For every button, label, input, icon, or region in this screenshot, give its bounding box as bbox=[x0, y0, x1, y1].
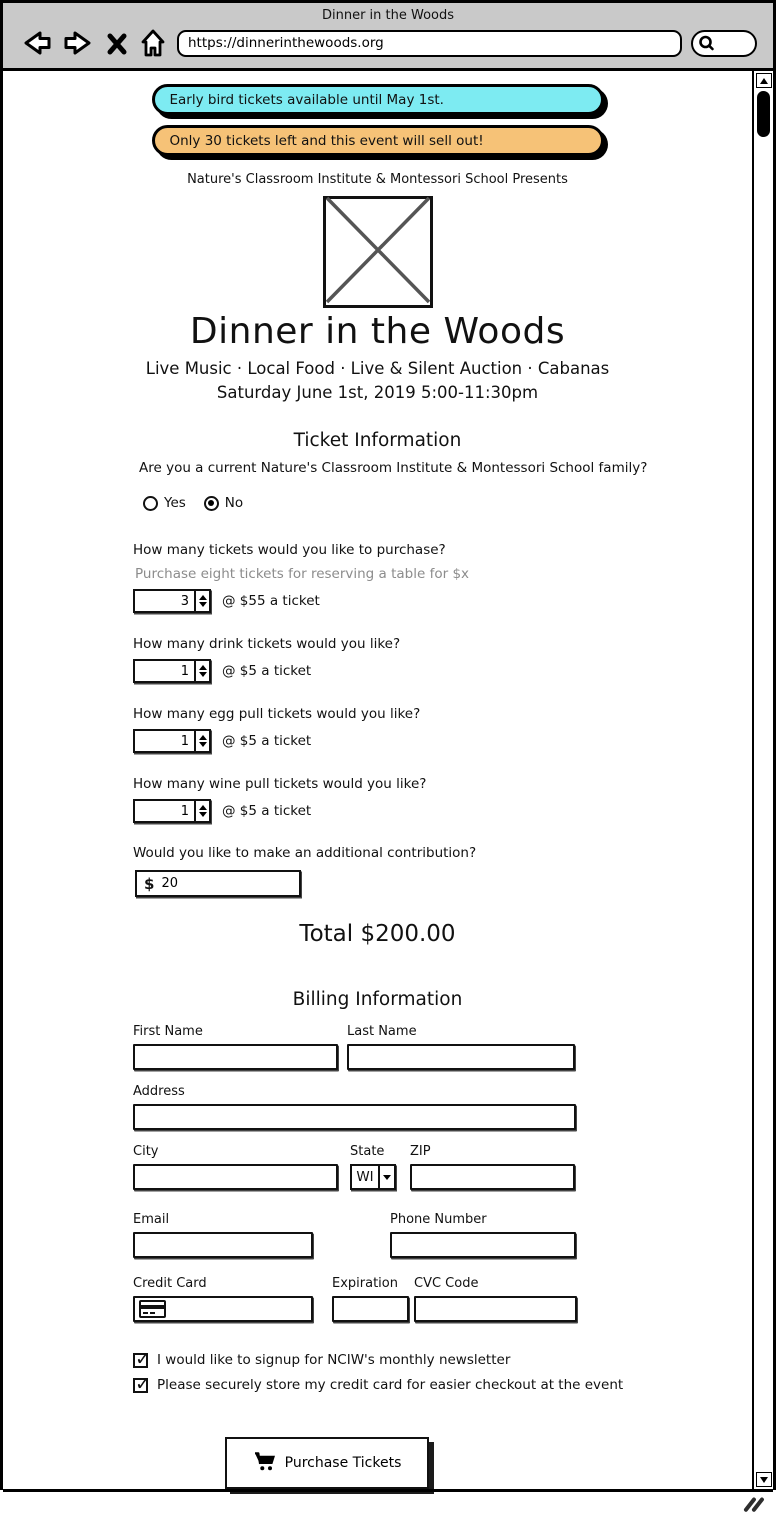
browser-toolbar bbox=[13, 27, 763, 59]
tickets-left-alert-banner bbox=[152, 125, 604, 156]
drink-qty-input[interactable] bbox=[135, 661, 194, 681]
cvc-field[interactable] bbox=[414, 1296, 577, 1322]
first-name-label: First Name bbox=[133, 1024, 203, 1039]
browser-chrome bbox=[3, 3, 773, 68]
scrollbar-thumb[interactable] bbox=[757, 91, 770, 137]
credit-card-icon bbox=[139, 1300, 166, 1318]
first-name-field[interactable] bbox=[133, 1044, 338, 1070]
stepper-up-icon[interactable] bbox=[199, 805, 207, 810]
stepper-up-icon[interactable] bbox=[199, 735, 207, 740]
stop-x-icon bbox=[105, 28, 129, 58]
scroll-up-icon bbox=[760, 78, 768, 84]
tickets-rate: @ $55 a ticket bbox=[222, 593, 320, 609]
egg-pull-question: How many egg pull tickets would you like? bbox=[133, 706, 421, 722]
stepper-down-icon[interactable] bbox=[199, 672, 207, 677]
forward-button[interactable] bbox=[62, 27, 96, 59]
state-select[interactable] bbox=[350, 1164, 396, 1190]
image-placeholder-x-icon bbox=[326, 197, 430, 307]
search-button[interactable] bbox=[691, 30, 757, 57]
stepper-down-icon[interactable] bbox=[199, 742, 207, 747]
tickets-qty-stepper-buttons[interactable] bbox=[194, 591, 209, 611]
tickets-question: How many tickets would you like to purchase? bbox=[133, 542, 446, 558]
wine-qty-stepper[interactable] bbox=[133, 799, 211, 823]
last-name-label: Last Name bbox=[347, 1024, 417, 1039]
state-label: State bbox=[350, 1144, 385, 1159]
wine-pull-question: How many wine pull tickets would you like? bbox=[133, 776, 427, 792]
family-question: Are you a current Nature's Classroom Institute & Montessori School family? bbox=[139, 460, 648, 476]
home-button[interactable] bbox=[138, 27, 168, 59]
phone-field[interactable] bbox=[390, 1232, 576, 1258]
radio-yes-icon[interactable] bbox=[143, 496, 158, 511]
early-bird-alert-text: Early bird tickets available until May 1st. bbox=[169, 91, 444, 108]
scroll-up-button[interactable] bbox=[756, 73, 772, 88]
phone-label: Phone Number bbox=[390, 1212, 487, 1227]
drink-tickets-question: How many drink tickets would you like? bbox=[133, 636, 401, 652]
radio-yes-label: Yes bbox=[164, 495, 186, 511]
chevron-down-icon[interactable] bbox=[378, 1166, 394, 1188]
egg-qty-input[interactable] bbox=[135, 731, 194, 751]
stepper-down-icon[interactable] bbox=[199, 812, 207, 817]
drink-qty-stepper[interactable] bbox=[133, 659, 211, 683]
zip-field[interactable] bbox=[410, 1164, 575, 1190]
tickets-qty-input[interactable] bbox=[135, 591, 194, 611]
drink-rate: @ $5 a ticket bbox=[222, 663, 312, 679]
billing-information-heading: Billing Information bbox=[292, 989, 463, 1010]
email-label: Email bbox=[133, 1212, 170, 1227]
email-phone-row bbox=[133, 1212, 752, 1258]
egg-rate: @ $5 a ticket bbox=[222, 733, 312, 749]
scroll-down-button[interactable] bbox=[756, 1472, 772, 1487]
stepper-down-icon[interactable] bbox=[199, 602, 207, 607]
purchase-tickets-label: Purchase Tickets bbox=[284, 1455, 402, 1471]
radio-no-icon[interactable] bbox=[204, 496, 219, 511]
purchase-tickets-button[interactable] bbox=[225, 1437, 429, 1489]
currency-symbol: $ bbox=[144, 874, 155, 893]
last-name-field[interactable] bbox=[347, 1044, 575, 1070]
event-tagline: Live Music · Local Food · Live & Silent Auction · Cabanas bbox=[145, 359, 610, 378]
presented-by-text: Nature's Classroom Institute & Montessori School Presents bbox=[187, 172, 568, 187]
status-bar bbox=[3, 1489, 773, 1492]
address-row bbox=[133, 1084, 752, 1130]
event-image-placeholder bbox=[323, 196, 433, 308]
card-row bbox=[133, 1276, 752, 1322]
credit-card-label: Credit Card bbox=[133, 1276, 207, 1291]
event-datetime: Saturday June 1st, 2019 5:00-11:30pm bbox=[216, 383, 539, 402]
state-select-value: WI bbox=[356, 1169, 374, 1185]
stepper-up-icon[interactable] bbox=[199, 595, 207, 600]
egg-qty-stepper[interactable] bbox=[133, 729, 211, 753]
resize-grip[interactable] bbox=[744, 1496, 764, 1513]
radio-option-yes[interactable] bbox=[143, 495, 186, 511]
zip-label: ZIP bbox=[410, 1144, 431, 1159]
store-card-checkbox[interactable] bbox=[133, 1378, 148, 1393]
forward-arrow-icon bbox=[62, 27, 96, 59]
expiration-field[interactable] bbox=[332, 1296, 409, 1322]
stepper-up-icon[interactable] bbox=[199, 665, 207, 670]
city-label: City bbox=[133, 1144, 159, 1159]
tickets-qty-stepper[interactable] bbox=[133, 589, 211, 613]
wine-qty-stepper-buttons[interactable] bbox=[194, 801, 209, 821]
url-input[interactable] bbox=[177, 30, 682, 57]
search-icon bbox=[697, 33, 717, 53]
address-label: Address bbox=[133, 1084, 185, 1099]
contribution-question: Would you like to make an additional contribution? bbox=[133, 845, 477, 861]
wine-qty-row bbox=[133, 799, 752, 823]
email-field[interactable] bbox=[133, 1232, 313, 1258]
vertical-scrollbar[interactable] bbox=[752, 71, 773, 1489]
address-field[interactable] bbox=[133, 1104, 576, 1130]
egg-qty-stepper-buttons[interactable] bbox=[194, 731, 209, 751]
store-card-consent-row bbox=[133, 1377, 752, 1393]
tickets-left-alert-text: Only 30 tickets left and this event will sell out! bbox=[169, 132, 484, 149]
newsletter-checkbox[interactable] bbox=[133, 1353, 148, 1368]
wine-qty-input[interactable] bbox=[135, 801, 194, 821]
back-arrow-icon bbox=[19, 27, 53, 59]
page-title: Dinner in the Woods bbox=[189, 311, 566, 352]
city-state-zip-row bbox=[133, 1144, 752, 1190]
table-reserve-note: Purchase eight tickets for reserving a table for $x bbox=[135, 566, 470, 582]
early-bird-alert-banner bbox=[152, 84, 604, 115]
window-title: Dinner in the Woods bbox=[321, 8, 455, 23]
city-field[interactable] bbox=[133, 1164, 338, 1190]
ticket-information-heading: Ticket Information bbox=[293, 430, 462, 451]
newsletter-consent-row bbox=[133, 1352, 752, 1368]
wine-rate: @ $5 a ticket bbox=[222, 803, 312, 819]
drink-qty-row bbox=[133, 659, 752, 683]
name-row bbox=[133, 1024, 752, 1070]
egg-qty-row bbox=[133, 729, 752, 753]
back-button[interactable] bbox=[19, 27, 53, 59]
radio-option-no[interactable] bbox=[204, 495, 243, 511]
newsletter-checkbox-label: I would like to signup for NCIW's monthly newsletter bbox=[157, 1352, 511, 1368]
page-content bbox=[3, 68, 773, 1489]
home-icon bbox=[138, 27, 168, 59]
cart-icon bbox=[253, 1451, 277, 1476]
radio-no-label: No bbox=[224, 495, 244, 511]
tickets-qty-row bbox=[133, 589, 752, 613]
cvc-label: CVC Code bbox=[414, 1276, 479, 1291]
scroll-down-icon bbox=[760, 1477, 768, 1483]
stop-button[interactable] bbox=[105, 28, 129, 58]
contribution-input-box[interactable] bbox=[135, 870, 301, 897]
drink-qty-stepper-buttons[interactable] bbox=[194, 661, 209, 681]
expiration-label: Expiration bbox=[332, 1276, 398, 1291]
order-total: Total $200.00 bbox=[299, 921, 456, 947]
contribution-input[interactable] bbox=[159, 875, 333, 892]
family-radio-group bbox=[143, 495, 752, 511]
store-card-checkbox-label: Please securely store my credit card for easier checkout at the event bbox=[157, 1377, 624, 1393]
